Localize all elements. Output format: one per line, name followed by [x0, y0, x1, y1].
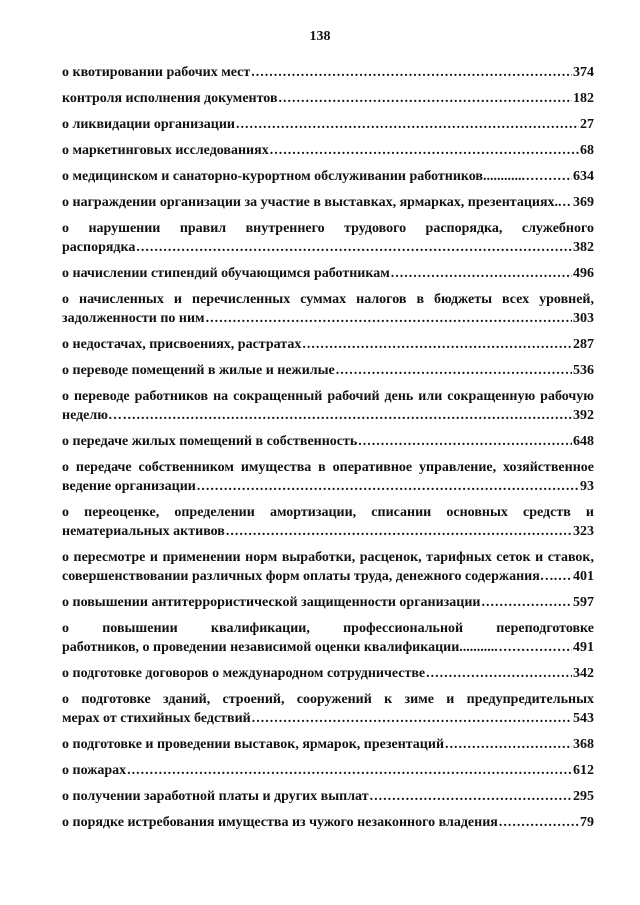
entry-title: о квотировании рабочих мест	[62, 65, 251, 80]
entry-title: о пересмотре и применении норм выработки, расценок, тарифных сеток и ставок,	[62, 550, 594, 565]
entry-line	[62, 290, 594, 309]
entry-line	[62, 89, 594, 108]
index-entry	[62, 387, 594, 425]
entry-page-number: 374	[573, 65, 594, 80]
dot-leader	[127, 761, 572, 780]
index-entry	[62, 813, 594, 832]
entry-line	[62, 406, 594, 425]
entry-page-number: 369	[573, 195, 594, 210]
entry-title: о подготовке зданий, строений, сооружений к зиме и предупредительных	[62, 692, 594, 707]
entry-line	[62, 309, 594, 328]
index-entries	[62, 56, 594, 832]
entry-line	[62, 477, 594, 496]
entry-title: о пожарах	[62, 763, 127, 778]
entry-title: о повышении квалификации, профессиональной переподготовке	[62, 621, 594, 636]
entry-line	[62, 387, 594, 406]
index-entry	[62, 432, 594, 451]
index-entry	[62, 787, 594, 806]
entry-page-number: 543	[573, 711, 594, 726]
entry-title: о медицинском и санаторно-курортном обслуживании работников............	[62, 169, 525, 184]
entry-line	[62, 193, 594, 212]
index-entry	[62, 63, 594, 82]
index-entry	[62, 548, 594, 586]
index-entry	[62, 141, 594, 160]
entry-title: о подготовке и проведении выставок, ярмарок, презентаций	[62, 737, 445, 752]
dot-leader	[270, 141, 579, 160]
dot-leader	[136, 238, 572, 257]
entry-title: о переводе работников на сокращенный рабочий день или сокращенную рабочую	[62, 389, 594, 404]
index-entry	[62, 735, 594, 754]
entry-page-number: 27	[580, 117, 594, 132]
entry-title: о начислении стипендий обучающимся работникам	[62, 266, 390, 281]
dot-leader	[302, 335, 572, 354]
entry-title: о награждении организации за участие в выставках, ярмарках, презентациях..	[62, 195, 562, 210]
entry-line	[62, 567, 594, 586]
dot-leader	[252, 709, 572, 728]
entry-page-number: 597	[573, 595, 594, 610]
entry-line	[62, 167, 594, 186]
entry-title: контроля исполнения документов	[62, 91, 278, 106]
entry-page-number: 392	[573, 408, 594, 423]
entry-title: о недостачах, присвоениях, растратах	[62, 337, 302, 352]
entry-page-number: 295	[573, 789, 594, 804]
entry-page-number: 93	[580, 479, 594, 494]
dot-leader	[391, 264, 572, 283]
dot-leader	[526, 167, 572, 186]
entry-line	[62, 335, 594, 354]
index-entry	[62, 89, 594, 108]
dot-leader	[236, 115, 579, 134]
index-entry	[62, 503, 594, 541]
page-number: 138	[309, 29, 331, 44]
dot-leader	[206, 309, 572, 328]
index-entry	[62, 264, 594, 283]
entry-page-number: 368	[573, 737, 594, 752]
index-entry	[62, 219, 594, 257]
entry-title: неделю…	[62, 408, 122, 423]
dot-leader	[445, 735, 572, 754]
entry-page-number: 303	[573, 311, 594, 326]
dot-leader	[563, 193, 572, 212]
entry-title: распорядка	[62, 240, 136, 255]
index-entry	[62, 193, 594, 212]
dot-leader	[358, 432, 572, 451]
index-entry	[62, 593, 594, 612]
entry-line	[62, 522, 594, 541]
index-entry	[62, 761, 594, 780]
entry-title: мерах от стихийных бедствий	[62, 711, 251, 726]
entry-title: о переводе помещений в жилые и нежилые	[62, 363, 335, 378]
entry-line	[62, 593, 594, 612]
entry-line	[62, 638, 594, 657]
entry-page-number: 382	[573, 240, 594, 255]
entry-title: о передаче собственником имущества в оперативное управление, хозяйственное	[62, 460, 594, 475]
index-entry	[62, 115, 594, 134]
entry-line	[62, 458, 594, 477]
index-entry	[62, 167, 594, 186]
entry-title: о начисленных и перечисленных суммах налогов в бюджеты всех уровней,	[62, 292, 594, 307]
dot-leader	[426, 664, 572, 683]
entry-page-number: 79	[580, 815, 594, 830]
dot-leader	[499, 638, 572, 657]
entry-line	[62, 238, 594, 257]
index-entry	[62, 458, 594, 496]
entry-line	[62, 619, 594, 638]
dot-leader	[226, 522, 572, 541]
index-entry	[62, 664, 594, 683]
entry-line	[62, 264, 594, 283]
entry-line	[62, 219, 594, 238]
entry-title: о нарушении правил внутреннего трудового распорядка, служебного	[62, 221, 594, 236]
dot-leader	[558, 567, 572, 586]
index-entry	[62, 361, 594, 380]
entry-title: о переоценке, определении амортизации, списании основных средств и	[62, 505, 594, 520]
dot-leader	[336, 361, 572, 380]
index-entry	[62, 335, 594, 354]
entry-title: ведение организации	[62, 479, 196, 494]
entry-line	[62, 361, 594, 380]
entry-line	[62, 548, 594, 567]
entry-page-number: 287	[573, 337, 594, 352]
dot-leader	[482, 593, 572, 612]
dot-leader	[123, 406, 572, 425]
entry-page-number: 536	[573, 363, 594, 378]
entry-page-number: 634	[573, 169, 594, 184]
dot-leader	[197, 477, 579, 496]
entry-line	[62, 735, 594, 754]
dot-leader	[279, 89, 572, 108]
entry-line	[62, 432, 594, 451]
index-entry	[62, 690, 594, 728]
entry-page-number: 182	[573, 91, 594, 106]
index-entry	[62, 290, 594, 328]
entry-title: о подготовке договоров о международном сотрудничестве	[62, 666, 426, 681]
entry-title: о порядке истребования имущества из чужого незаконного владения	[62, 815, 498, 830]
entry-page-number: 496	[573, 266, 594, 281]
entry-title: о ликвидации организации	[62, 117, 235, 132]
entry-title: о передаче жилых помещений в собственность	[62, 434, 358, 449]
entry-line	[62, 690, 594, 709]
entry-line	[62, 503, 594, 522]
entry-title: о получении заработной платы и других выплат	[62, 789, 369, 804]
entry-line	[62, 709, 594, 728]
entry-title: работников, о проведении независимой оценки квалификации...........	[62, 640, 498, 655]
entry-page-number: 342	[573, 666, 594, 681]
entry-title: совершенствовании различных форм оплаты труда, денежного содержания….	[62, 569, 558, 584]
entry-line	[62, 761, 594, 780]
entry-title: о маркетинговых исследованиях	[62, 143, 269, 158]
entry-line	[62, 115, 594, 134]
entry-title: нематериальных активов	[62, 524, 225, 539]
entry-page-number: 612	[573, 763, 594, 778]
entry-page-number: 648	[573, 434, 594, 449]
entry-line	[62, 664, 594, 683]
entry-line	[62, 141, 594, 160]
dot-leader	[370, 787, 572, 806]
entry-line	[62, 813, 594, 832]
entry-line	[62, 787, 594, 806]
dot-leader	[251, 63, 572, 82]
index-entry	[62, 619, 594, 657]
entry-title: о повышении антитеррористической защищенности организации	[62, 595, 481, 610]
entry-page-number: 491	[573, 640, 594, 655]
dot-leader	[499, 813, 579, 832]
entry-page-number: 401	[573, 569, 594, 584]
entry-page-number: 323	[573, 524, 594, 539]
entry-title: задолженности по ним	[62, 311, 205, 326]
entry-page-number: 68	[580, 143, 594, 158]
entry-line	[62, 63, 594, 82]
